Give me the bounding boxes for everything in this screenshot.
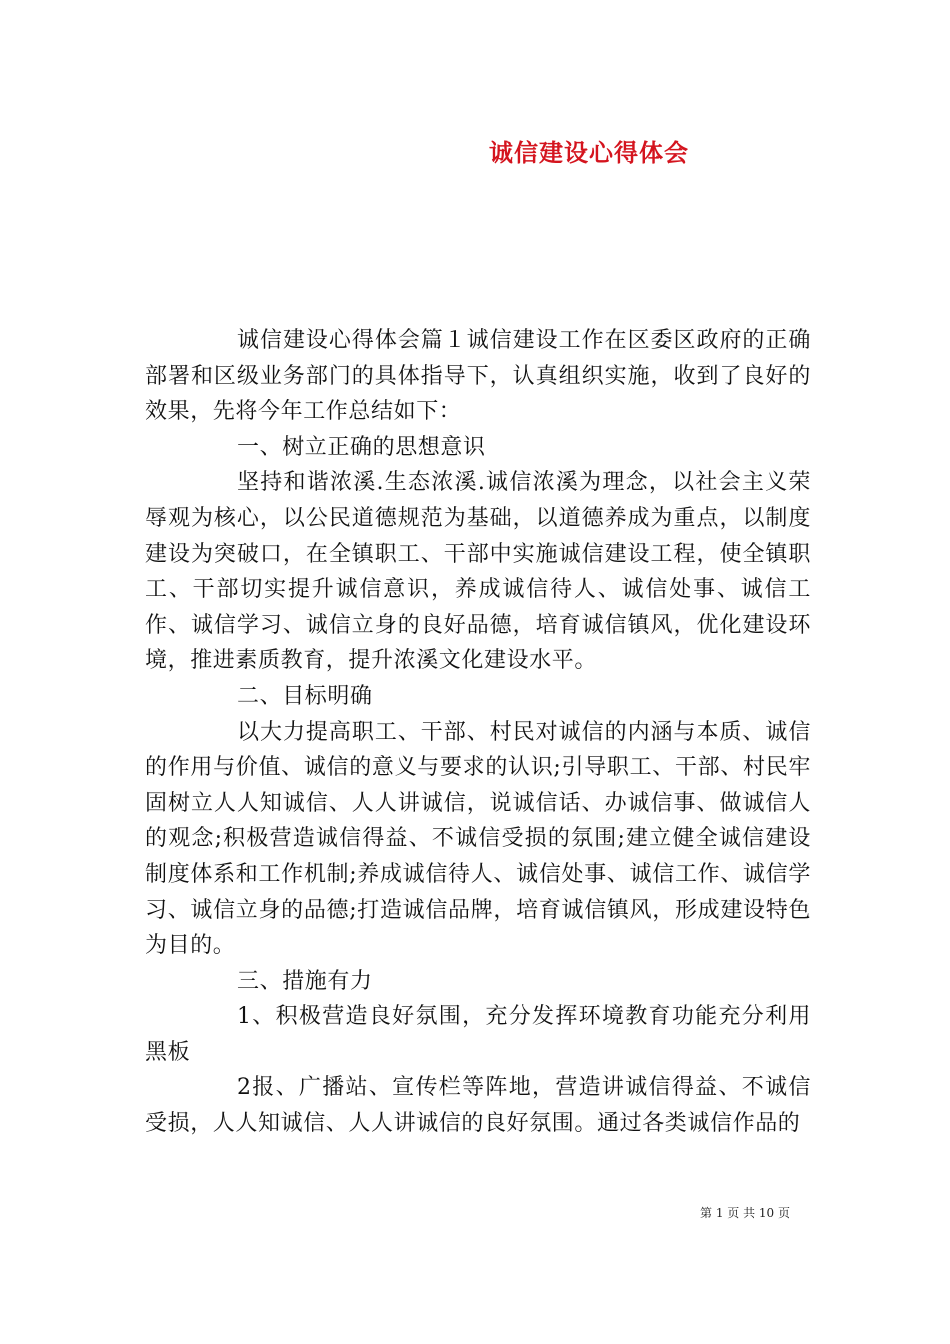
section-heading-3: 三、措施有力 xyxy=(237,968,373,994)
page-number: 第 1 页 共 10 页 xyxy=(700,1206,790,1220)
section-heading-2: 二、目标明确 xyxy=(237,683,373,709)
document-title-text: 诚信建设心得体会 xyxy=(489,139,689,167)
paragraph-section-1: 坚持和谐浓溪.生态浓溪.诚信浓溪为理念，以社会主义荣辱观为核心，以公民道德规范为基础，以道德养成为重点，以制度建设为突破口，在全镇职工、干部中实施诚信建设工程，使全镇职工、干部切实提升诚信意识，养成诚信待人、诚信处事、诚信工作、诚信学习、诚信立身的良好品德，培育诚信镇风，优化建设环境，推进素质教育，提升浓溪文化建设水平。 xyxy=(145,470,811,674)
paragraph-section-2: 以大力提高职工、干部、村民对诚信的内涵与本质、诚信的作用与价值、诚信的意义与要求的认识;引导职工、干部、村民牢固树立人人知诚信、人人讲诚信，说诚信话、办诚信事、做诚信人的观念;积极营造诚信得益、不诚信受损的氛围;建立健全诚信建设制度体系和工作机制;养成诚信待人、诚信处事、诚信工作、诚信学习、诚信立身的品德;打造诚信品牌，培育诚信镇风，形成建设特色为目的。 xyxy=(145,719,811,959)
document-title xyxy=(0,133,950,168)
paragraph-intro: 诚信建设心得体会篇１诚信建设工作在区委区政府的正确部署和区级业务部门的具体指导下，认真组织实施，收到了良好的效果，先将今年工作总结如下： xyxy=(145,328,811,425)
paragraph-measure-2: 2报、广播站、宣传栏等阵地，营造讲诚信得益、不诚信受损，人人知诚信、人人讲诚信的良好氛围。通过各类诚信作品的 xyxy=(145,1075,811,1137)
section-heading-1: 一、树立正确的思想意识 xyxy=(237,434,486,460)
paragraph-measure-1: 1、积极营造良好氛围，充分发挥环境教育功能充分利用黑板 xyxy=(145,1004,811,1065)
document-body xyxy=(145,323,811,1142)
